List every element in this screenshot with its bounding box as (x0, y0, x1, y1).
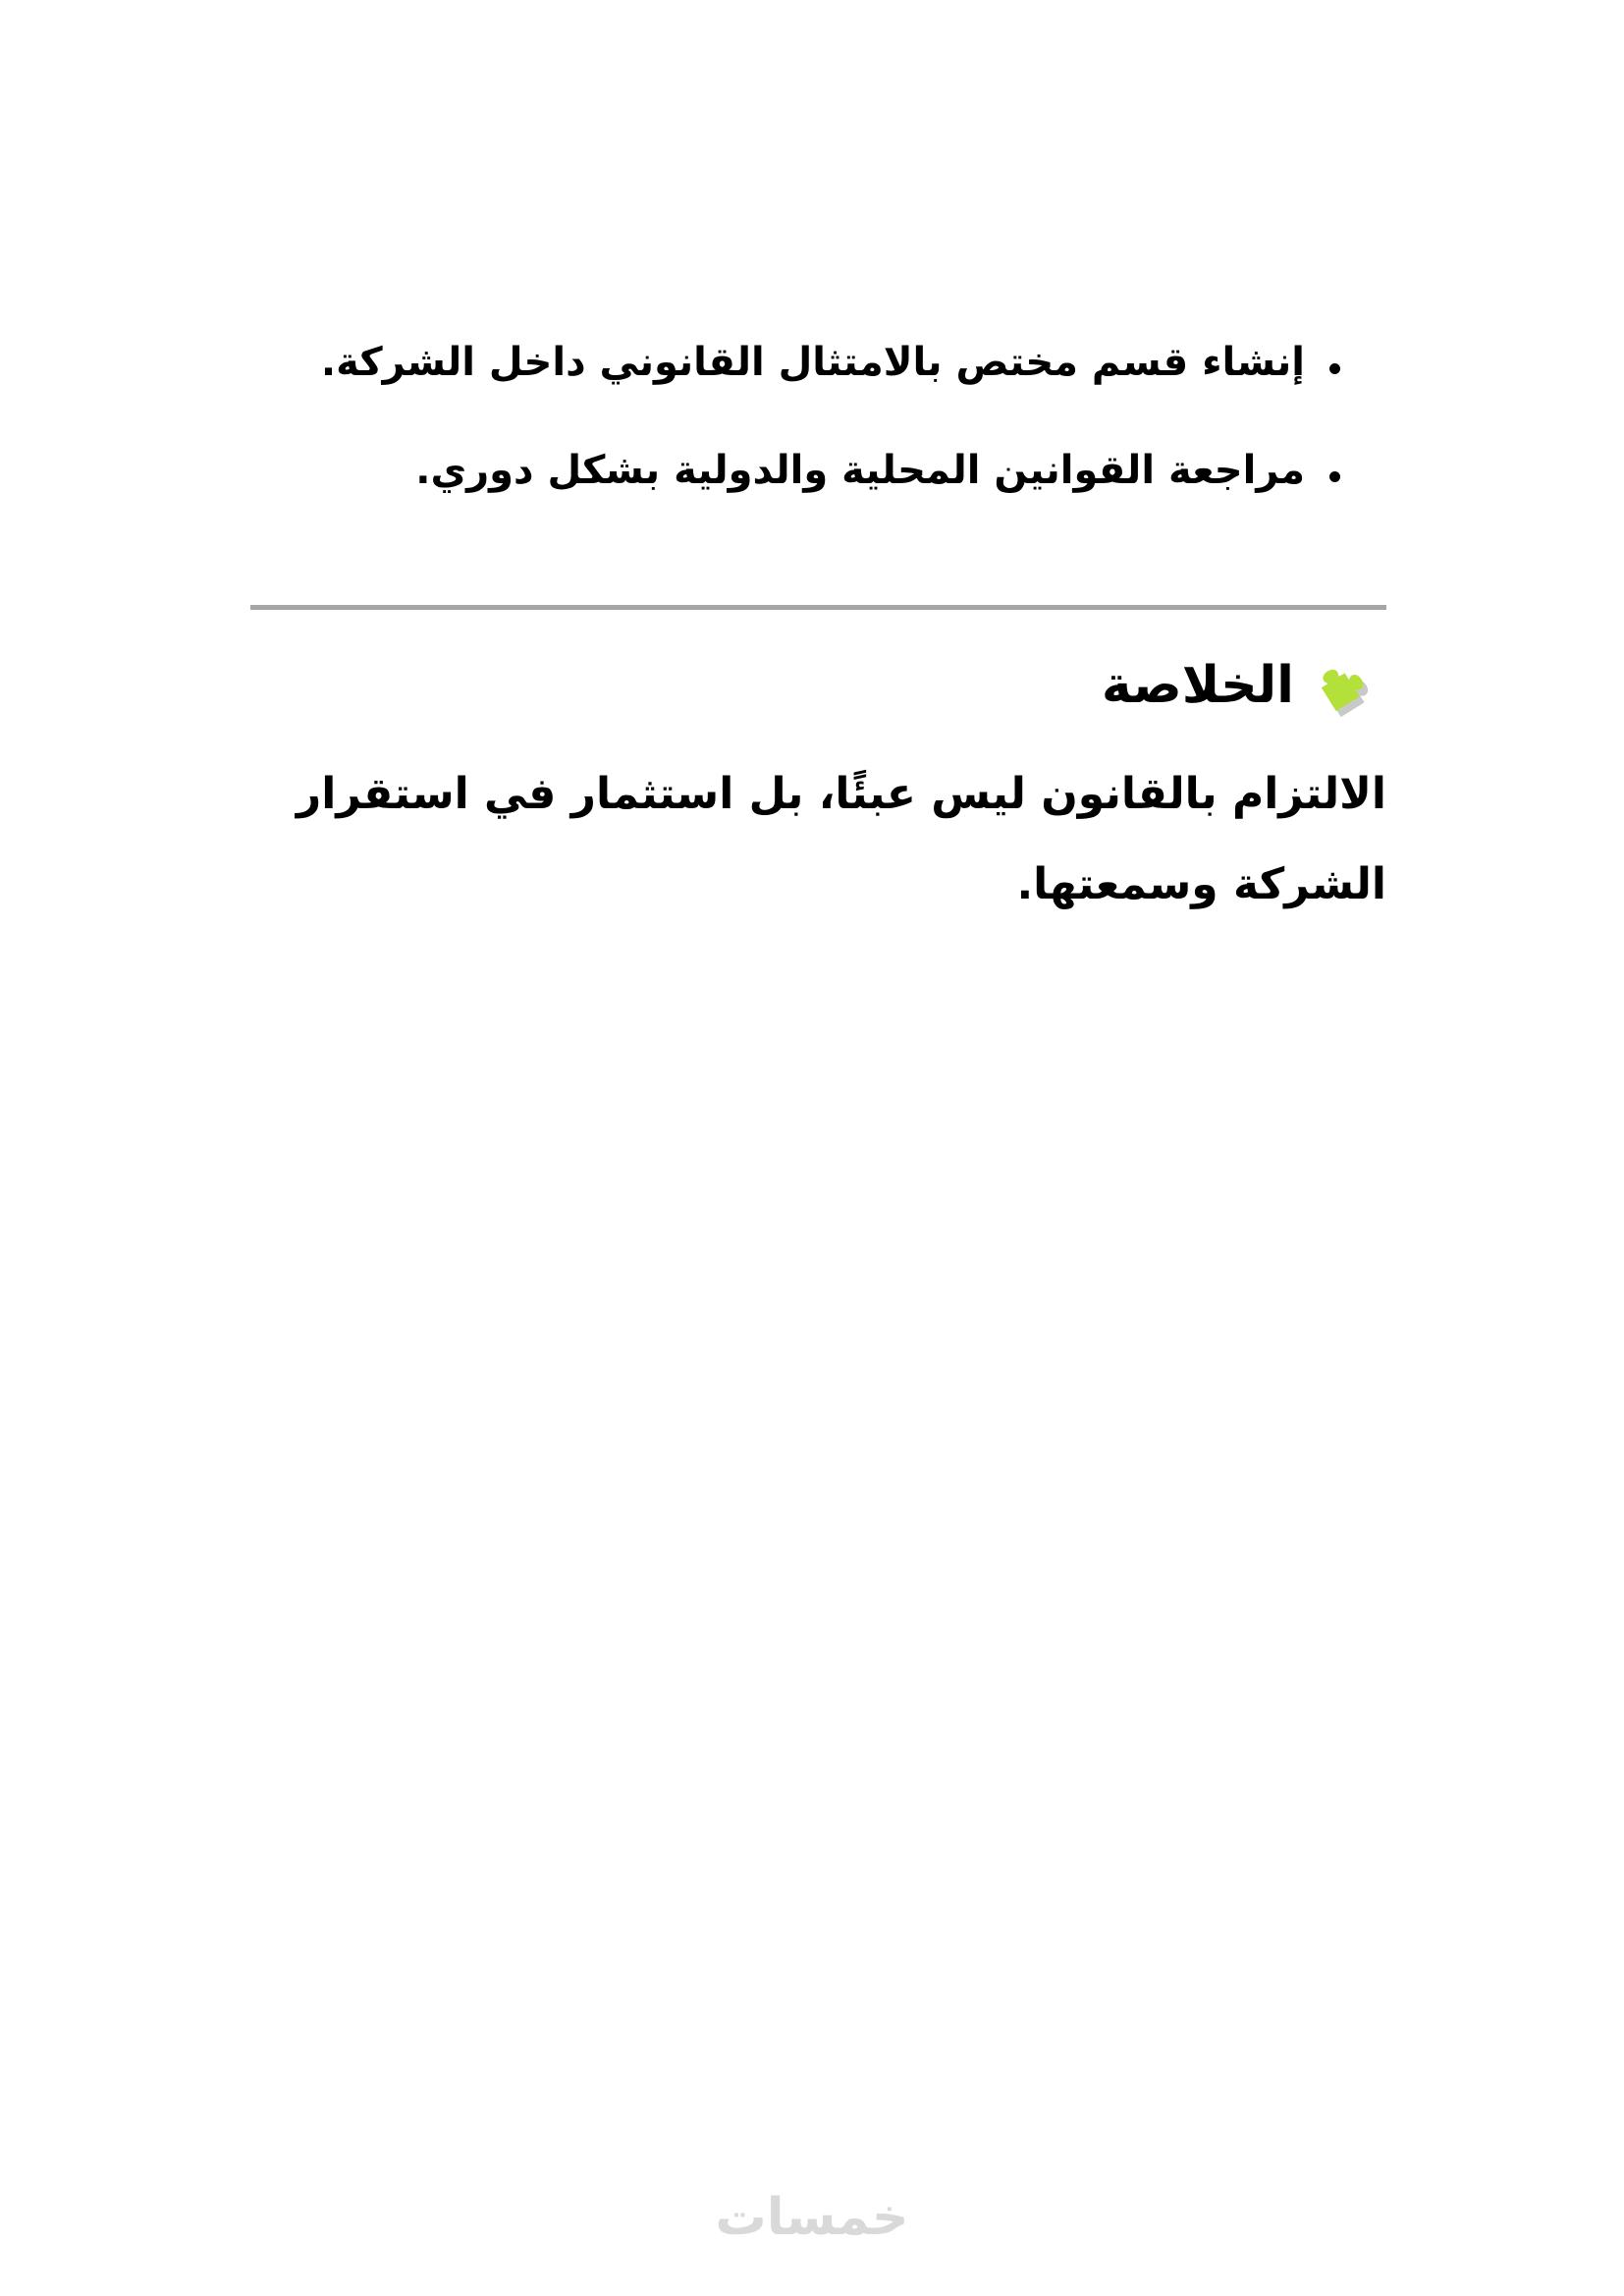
list-item-text: مراجعة القوانين المحلية والدولية بشكل دوري. (415, 448, 1305, 493)
bullet-dot-icon (1329, 363, 1340, 374)
horizontal-divider (250, 605, 1386, 610)
document-content (250, 0, 1386, 930)
bullet-dot-icon (1329, 471, 1340, 482)
bullet-list (250, 0, 1386, 509)
summary-heading-text: الخلاصة (1101, 656, 1294, 715)
khamsat-watermark: خمسات (715, 2188, 909, 2247)
summary-paragraph: الالتزام بالقانون ليس عبئًا، بل استثمار في استقرار الشركة وسمعتها. (296, 769, 1386, 909)
list-item-text: إنشاء قسم مختص بالامتثال القانوني داخل الشركة. (320, 340, 1305, 385)
puzzle-piece-icon (1308, 650, 1371, 721)
list-item (250, 432, 1386, 509)
list-item (250, 324, 1386, 401)
summary-heading (250, 649, 1386, 722)
